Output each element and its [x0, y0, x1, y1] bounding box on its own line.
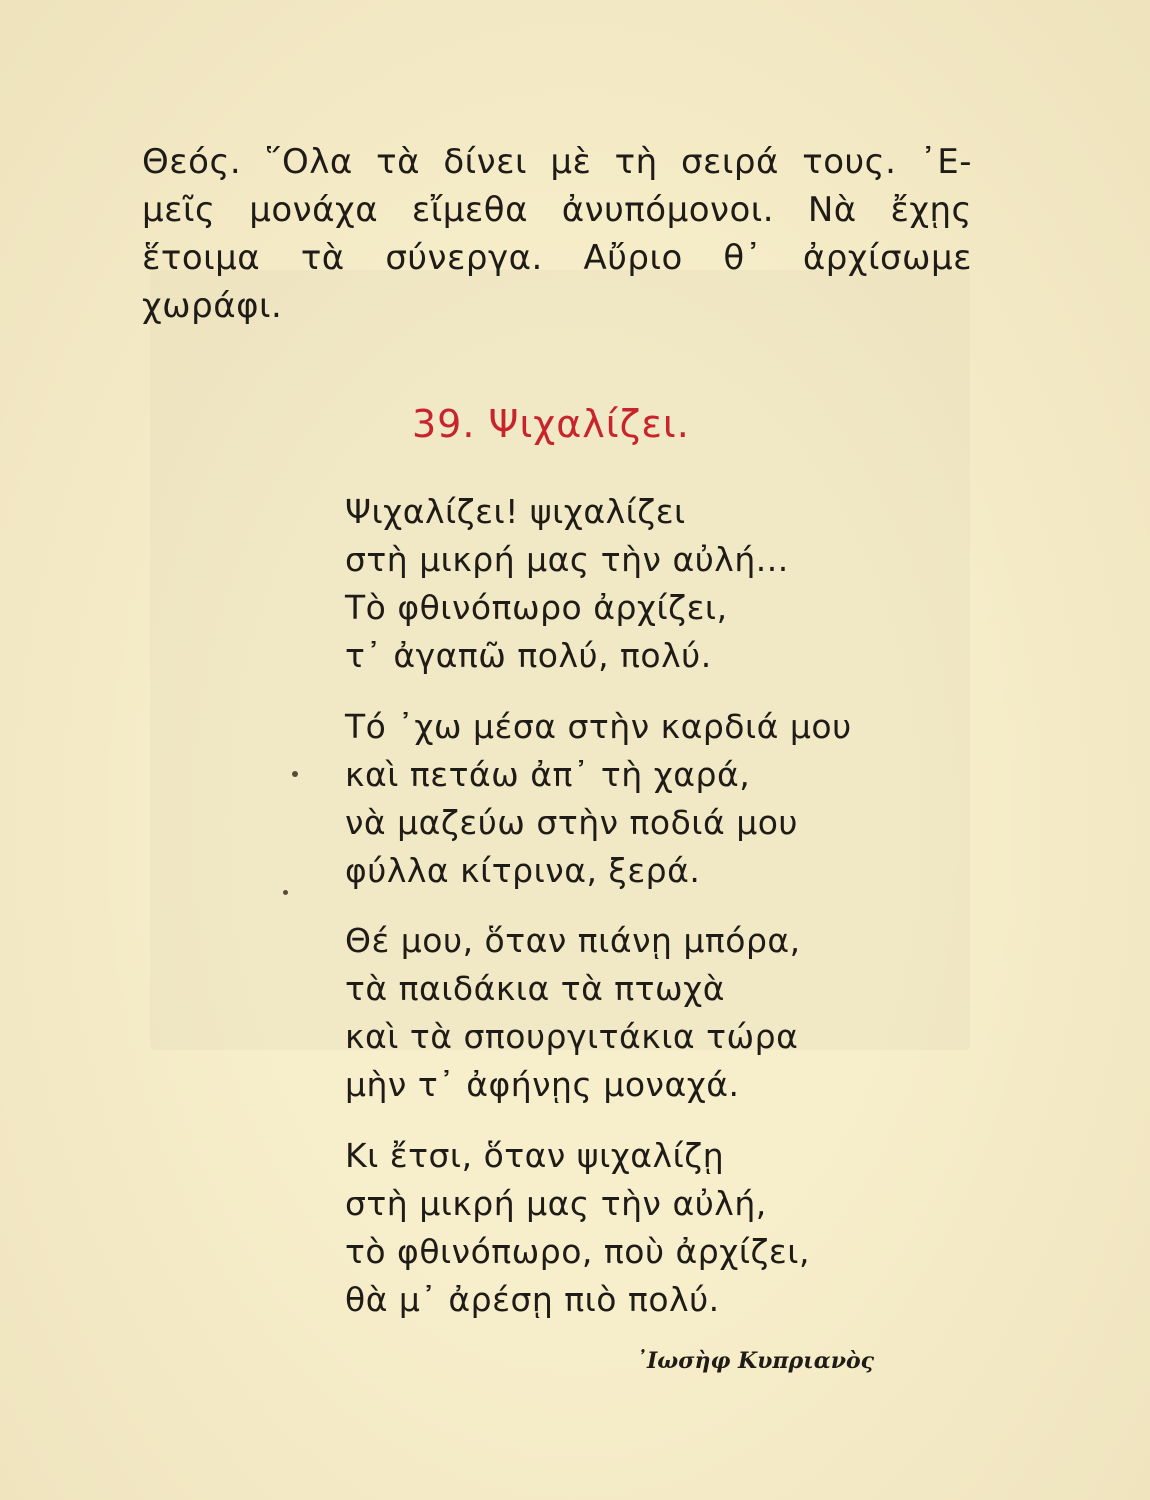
poem-line: μὴν τ᾿ ἀφήνῃς μοναχά.	[345, 1065, 740, 1104]
poem-stanza-4	[345, 1132, 810, 1324]
poem-stanza-3	[345, 917, 801, 1109]
poem-stanza-2	[345, 703, 852, 895]
poem-number: 39.	[412, 402, 476, 446]
author-signature: ᾿Ιωσὴφ Κυπριανὸς	[636, 1348, 875, 1374]
poem-line: τ᾿ ἀγαπῶ πολύ, πολύ.	[345, 636, 712, 675]
poem-line: Κι ἔτσι, ὅταν ψιχαλίζῃ	[345, 1136, 725, 1175]
poem-line: καὶ τὰ σπουργιτάκια τώρα	[345, 1017, 799, 1056]
poem-heading	[412, 400, 690, 448]
poem-line: τὸ φθινόπωρο, ποὺ ἀρχίζει,	[345, 1232, 810, 1271]
prose-line: μεῖς μονάχα εἴμεθα ἀνυπόμονοι. Νὰ ἔχῃς	[142, 190, 972, 230]
ink-speck	[283, 890, 288, 895]
poem-line: Ψιχαλίζει! ψιχαλίζει	[345, 492, 686, 531]
prose-line: χωράφι.	[142, 286, 283, 326]
poem-line: νὰ μαζεύω στὴν ποδιά μου	[345, 803, 798, 842]
poem-line: Τό ᾿χω μέσα στὴν καρδιά μου	[345, 707, 852, 746]
poem-line: τὰ παιδάκια τὰ πτωχὰ	[345, 969, 725, 1008]
poem-line: καὶ πετάω ἀπ᾿ τὴ χαρά,	[345, 755, 751, 794]
prose-line: Θεός. ῞Ολα τὰ δίνει μὲ τὴ σειρά τους. ᾿Ε-	[142, 142, 972, 182]
poem-line: θὰ μ᾿ ἀρέσῃ πιὸ πολύ.	[345, 1280, 720, 1319]
poem-line: στὴ μικρή μας τὴν αὐλή...	[345, 540, 789, 579]
poem-stanza-1	[345, 488, 789, 680]
prose-paragraph	[142, 138, 972, 330]
prose-line: ἕτοιμα τὰ σύνεργα. Αὔριο θ᾿ ἀρχίσωμε	[142, 238, 972, 278]
ink-speck	[292, 771, 298, 777]
poem-line: Θέ μου, ὅταν πιάνῃ μπόρα,	[345, 921, 801, 960]
poem-line: στὴ μικρή μας τὴν αὐλή,	[345, 1184, 767, 1223]
poem-line: Τὸ φθινόπωρο ἀρχίζει,	[345, 588, 728, 627]
poem-title: Ψιχαλίζει.	[488, 402, 690, 446]
poem-line: φύλλα κίτρινα, ξερά.	[345, 851, 701, 890]
